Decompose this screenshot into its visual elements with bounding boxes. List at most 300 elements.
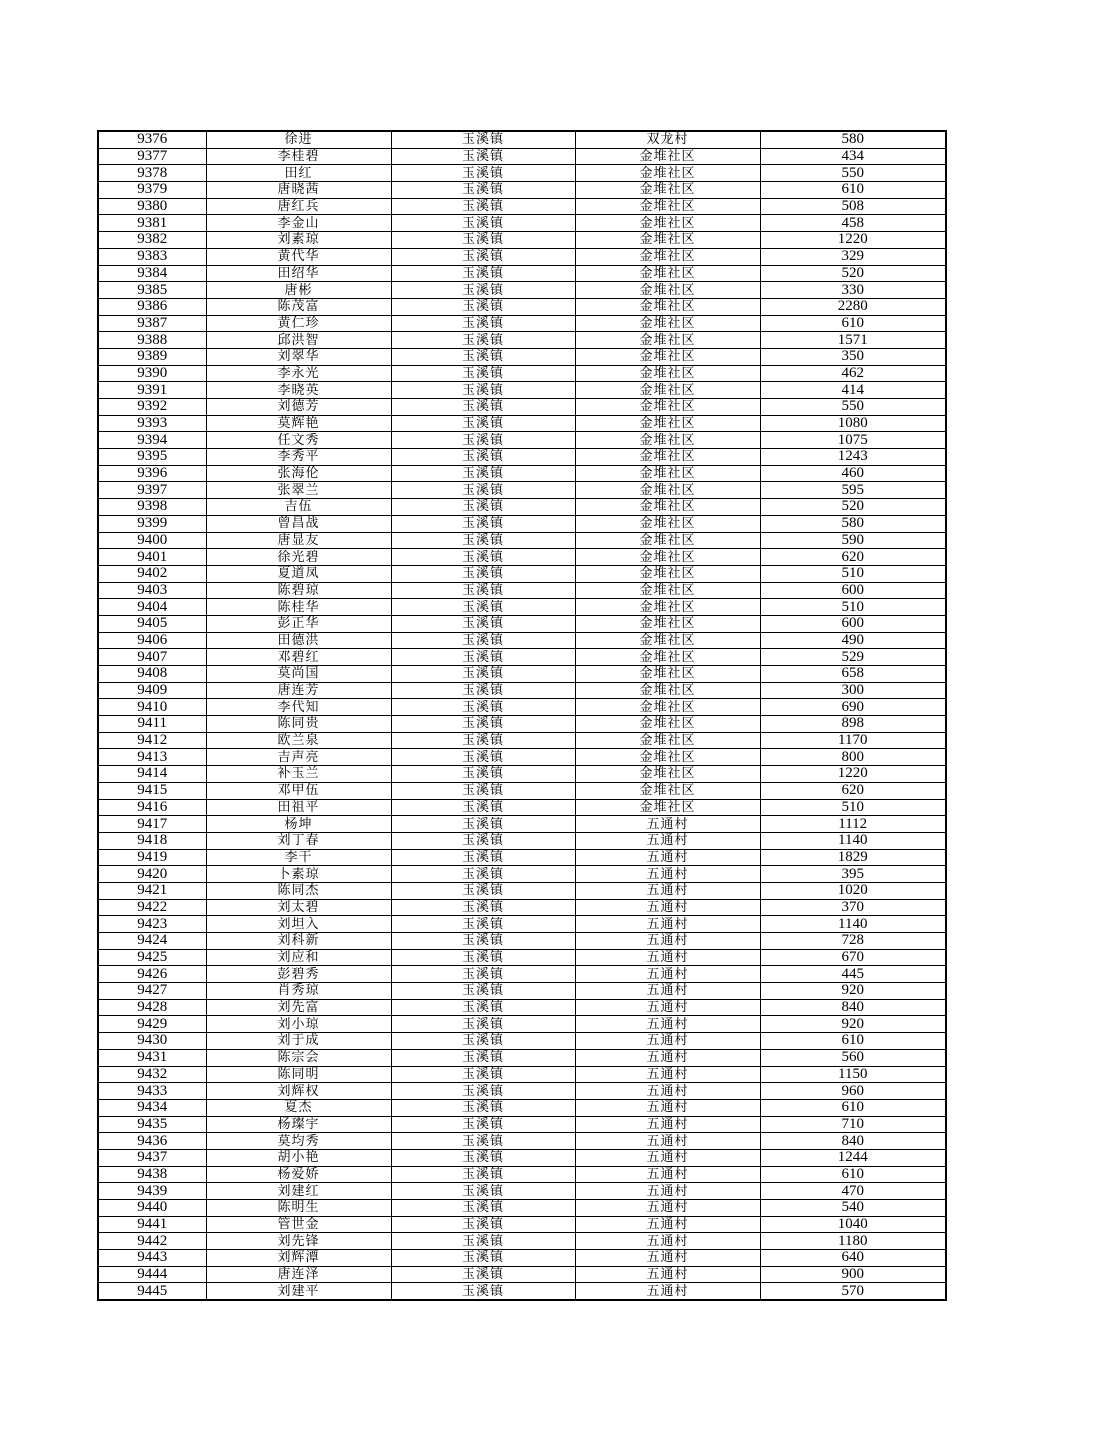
amount-cell: 898 (760, 716, 946, 733)
amount-cell: 1220 (760, 232, 946, 249)
town-cell: 玉溪镇 (391, 382, 575, 399)
village-cell: 金堆社区 (575, 766, 760, 783)
town-cell: 玉溪镇 (391, 449, 575, 466)
name-cell: 吉伍 (206, 499, 391, 516)
table-row (98, 365, 946, 382)
name-cell: 夏杰 (206, 1099, 391, 1116)
name-cell: 杨坤 (206, 816, 391, 833)
table-row (98, 198, 946, 215)
name-cell: 吉声亮 (206, 749, 391, 766)
amount-cell: 610 (760, 1166, 946, 1183)
town-cell: 玉溪镇 (391, 782, 575, 799)
table-row (98, 666, 946, 683)
amount-cell: 1075 (760, 432, 946, 449)
village-cell: 五通村 (575, 1049, 760, 1066)
table-row (98, 282, 946, 299)
name-cell: 张海伦 (206, 465, 391, 482)
table-row (98, 1216, 946, 1233)
row-id-cell: 9393 (98, 415, 206, 432)
amount-cell: 329 (760, 248, 946, 265)
village-cell: 金堆社区 (575, 215, 760, 232)
amount-cell: 595 (760, 482, 946, 499)
town-cell: 玉溪镇 (391, 465, 575, 482)
table-row (98, 799, 946, 816)
table-row (98, 849, 946, 866)
name-cell: 陈碧琼 (206, 582, 391, 599)
row-id-cell: 9398 (98, 499, 206, 516)
amount-cell: 1180 (760, 1233, 946, 1250)
table-row (98, 699, 946, 716)
name-cell: 刘辉潭 (206, 1250, 391, 1267)
row-id-cell: 9409 (98, 682, 206, 699)
village-cell: 五通村 (575, 949, 760, 966)
town-cell: 玉溪镇 (391, 532, 575, 549)
amount-cell: 580 (760, 515, 946, 532)
town-cell: 玉溪镇 (391, 232, 575, 249)
amount-cell: 710 (760, 1116, 946, 1133)
name-cell: 李金山 (206, 215, 391, 232)
town-cell: 玉溪镇 (391, 215, 575, 232)
town-cell: 玉溪镇 (391, 549, 575, 566)
row-id-cell: 9443 (98, 1250, 206, 1267)
row-id-cell: 9421 (98, 882, 206, 899)
table-row (98, 899, 946, 916)
town-cell: 玉溪镇 (391, 565, 575, 582)
town-cell: 玉溪镇 (391, 198, 575, 215)
table-row (98, 332, 946, 349)
town-cell: 玉溪镇 (391, 582, 575, 599)
village-cell: 五通村 (575, 999, 760, 1016)
table-row (98, 232, 946, 249)
amount-cell: 1170 (760, 732, 946, 749)
table-row (98, 949, 946, 966)
row-id-cell: 9420 (98, 866, 206, 883)
village-cell: 五通村 (575, 832, 760, 849)
row-id-cell: 9435 (98, 1116, 206, 1133)
village-cell: 双龙村 (575, 131, 760, 148)
village-cell: 金堆社区 (575, 282, 760, 299)
town-cell: 玉溪镇 (391, 1083, 575, 1100)
name-cell: 莫均秀 (206, 1133, 391, 1150)
name-cell: 夏道凤 (206, 565, 391, 582)
name-cell: 肖秀琼 (206, 983, 391, 1000)
row-id-cell: 9391 (98, 382, 206, 399)
table-row (98, 348, 946, 365)
table-row (98, 532, 946, 549)
row-id-cell: 9432 (98, 1066, 206, 1083)
town-cell: 玉溪镇 (391, 682, 575, 699)
row-id-cell: 9424 (98, 933, 206, 950)
amount-cell: 1829 (760, 849, 946, 866)
row-id-cell: 9419 (98, 849, 206, 866)
table-row (98, 1049, 946, 1066)
amount-cell: 2280 (760, 298, 946, 315)
town-cell: 玉溪镇 (391, 131, 575, 148)
row-id-cell: 9429 (98, 1016, 206, 1033)
town-cell: 玉溪镇 (391, 615, 575, 632)
name-cell: 卜素琼 (206, 866, 391, 883)
amount-cell: 658 (760, 666, 946, 683)
row-id-cell: 9434 (98, 1099, 206, 1116)
row-id-cell: 9416 (98, 799, 206, 816)
row-id-cell: 9417 (98, 816, 206, 833)
row-id-cell: 9440 (98, 1200, 206, 1217)
village-cell: 五通村 (575, 1283, 760, 1300)
name-cell: 刘建平 (206, 1283, 391, 1300)
table-row (98, 1099, 946, 1116)
name-cell: 刘先富 (206, 999, 391, 1016)
amount-cell: 690 (760, 699, 946, 716)
name-cell: 田祖平 (206, 799, 391, 816)
row-id-cell: 9380 (98, 198, 206, 215)
table-row (98, 1200, 946, 1217)
town-cell: 玉溪镇 (391, 632, 575, 649)
name-cell: 邓碧红 (206, 649, 391, 666)
town-cell: 玉溪镇 (391, 265, 575, 282)
table-row (98, 983, 946, 1000)
amount-cell: 920 (760, 1016, 946, 1033)
village-cell: 五通村 (575, 1266, 760, 1283)
table-row (98, 615, 946, 632)
row-id-cell: 9407 (98, 649, 206, 666)
row-id-cell: 9444 (98, 1266, 206, 1283)
town-cell: 玉溪镇 (391, 148, 575, 165)
town-cell: 玉溪镇 (391, 983, 575, 1000)
town-cell: 玉溪镇 (391, 399, 575, 416)
name-cell: 刘素琼 (206, 232, 391, 249)
name-cell: 刘小琼 (206, 1016, 391, 1033)
town-cell: 玉溪镇 (391, 649, 575, 666)
name-cell: 陈明生 (206, 1200, 391, 1217)
row-id-cell: 9433 (98, 1083, 206, 1100)
row-id-cell: 9426 (98, 966, 206, 983)
table-row (98, 315, 946, 332)
name-cell: 莫辉艳 (206, 415, 391, 432)
table-row (98, 933, 946, 950)
amount-cell: 1020 (760, 882, 946, 899)
row-id-cell: 9396 (98, 465, 206, 482)
data-table (97, 130, 947, 1301)
table-row (98, 749, 946, 766)
town-cell: 玉溪镇 (391, 1283, 575, 1300)
name-cell: 张翠兰 (206, 482, 391, 499)
name-cell: 田德洪 (206, 632, 391, 649)
name-cell: 陈同贵 (206, 716, 391, 733)
amount-cell: 510 (760, 565, 946, 582)
row-id-cell: 9436 (98, 1133, 206, 1150)
amount-cell: 445 (760, 966, 946, 983)
amount-cell: 458 (760, 215, 946, 232)
amount-cell: 620 (760, 549, 946, 566)
table-row (98, 499, 946, 516)
name-cell: 李干 (206, 849, 391, 866)
amount-cell: 510 (760, 599, 946, 616)
row-id-cell: 9408 (98, 666, 206, 683)
row-id-cell: 9382 (98, 232, 206, 249)
village-cell: 五通村 (575, 1233, 760, 1250)
row-id-cell: 9439 (98, 1183, 206, 1200)
table-row (98, 215, 946, 232)
row-id-cell: 9399 (98, 515, 206, 532)
table-row (98, 1033, 946, 1050)
row-id-cell: 9415 (98, 782, 206, 799)
village-cell: 金堆社区 (575, 432, 760, 449)
town-cell: 玉溪镇 (391, 1166, 575, 1183)
row-id-cell: 9427 (98, 983, 206, 1000)
name-cell: 陈茂富 (206, 298, 391, 315)
table-body (98, 131, 946, 1300)
village-cell: 五通村 (575, 849, 760, 866)
town-cell: 玉溪镇 (391, 1200, 575, 1217)
table-row (98, 1166, 946, 1183)
row-id-cell: 9402 (98, 565, 206, 582)
amount-cell: 350 (760, 348, 946, 365)
name-cell: 刘太碧 (206, 899, 391, 916)
amount-cell: 560 (760, 1049, 946, 1066)
town-cell: 玉溪镇 (391, 248, 575, 265)
village-cell: 五通村 (575, 916, 760, 933)
name-cell: 刘应和 (206, 949, 391, 966)
name-cell: 李代知 (206, 699, 391, 716)
town-cell: 玉溪镇 (391, 499, 575, 516)
table-row (98, 1083, 946, 1100)
amount-cell: 462 (760, 365, 946, 382)
name-cell: 杨璨宇 (206, 1116, 391, 1133)
town-cell: 玉溪镇 (391, 732, 575, 749)
name-cell: 唐晓茜 (206, 182, 391, 199)
village-cell: 金堆社区 (575, 182, 760, 199)
town-cell: 玉溪镇 (391, 899, 575, 916)
row-id-cell: 9395 (98, 449, 206, 466)
amount-cell: 395 (760, 866, 946, 883)
village-cell: 金堆社区 (575, 615, 760, 632)
row-id-cell: 9405 (98, 615, 206, 632)
row-id-cell: 9394 (98, 432, 206, 449)
amount-cell: 550 (760, 165, 946, 182)
row-id-cell: 9378 (98, 165, 206, 182)
name-cell: 陈宗会 (206, 1049, 391, 1066)
village-cell: 金堆社区 (575, 582, 760, 599)
town-cell: 玉溪镇 (391, 1149, 575, 1166)
table-row (98, 1233, 946, 1250)
name-cell: 杨爱娇 (206, 1166, 391, 1183)
town-cell: 玉溪镇 (391, 348, 575, 365)
village-cell: 金堆社区 (575, 666, 760, 683)
town-cell: 玉溪镇 (391, 816, 575, 833)
village-cell: 金堆社区 (575, 749, 760, 766)
village-cell: 五通村 (575, 933, 760, 950)
name-cell: 陈桂华 (206, 599, 391, 616)
amount-cell: 1150 (760, 1066, 946, 1083)
village-cell: 五通村 (575, 1083, 760, 1100)
table-row (98, 1133, 946, 1150)
town-cell: 玉溪镇 (391, 699, 575, 716)
amount-cell: 1040 (760, 1216, 946, 1233)
name-cell: 田绍华 (206, 265, 391, 282)
amount-cell: 470 (760, 1183, 946, 1200)
row-id-cell: 9397 (98, 482, 206, 499)
amount-cell: 840 (760, 999, 946, 1016)
table-row (98, 432, 946, 449)
town-cell: 玉溪镇 (391, 315, 575, 332)
town-cell: 玉溪镇 (391, 966, 575, 983)
amount-cell: 1571 (760, 332, 946, 349)
village-cell: 金堆社区 (575, 716, 760, 733)
name-cell: 曾昌战 (206, 515, 391, 532)
amount-cell: 520 (760, 265, 946, 282)
table-row (98, 682, 946, 699)
name-cell: 陈同明 (206, 1066, 391, 1083)
town-cell: 玉溪镇 (391, 716, 575, 733)
village-cell: 金堆社区 (575, 599, 760, 616)
row-id-cell: 9401 (98, 549, 206, 566)
table-row (98, 782, 946, 799)
table-row (98, 1250, 946, 1267)
village-cell: 金堆社区 (575, 365, 760, 382)
table-row (98, 515, 946, 532)
village-cell: 五通村 (575, 1099, 760, 1116)
amount-cell: 590 (760, 532, 946, 549)
table-row (98, 816, 946, 833)
amount-cell: 510 (760, 799, 946, 816)
village-cell: 金堆社区 (575, 649, 760, 666)
amount-cell: 490 (760, 632, 946, 649)
town-cell: 玉溪镇 (391, 1216, 575, 1233)
row-id-cell: 9441 (98, 1216, 206, 1233)
name-cell: 刘建红 (206, 1183, 391, 1200)
village-cell: 五通村 (575, 1133, 760, 1150)
table-row (98, 916, 946, 933)
name-cell: 邱洪智 (206, 332, 391, 349)
table-row (98, 399, 946, 416)
village-cell: 金堆社区 (575, 699, 760, 716)
town-cell: 玉溪镇 (391, 1233, 575, 1250)
row-id-cell: 9384 (98, 265, 206, 282)
table-row (98, 632, 946, 649)
table-row (98, 649, 946, 666)
amount-cell: 640 (760, 1250, 946, 1267)
name-cell: 李秀平 (206, 449, 391, 466)
name-cell: 唐显友 (206, 532, 391, 549)
name-cell: 李永光 (206, 365, 391, 382)
amount-cell: 800 (760, 749, 946, 766)
table-row (98, 549, 946, 566)
row-id-cell: 9413 (98, 749, 206, 766)
name-cell: 彭碧秀 (206, 966, 391, 983)
table-row (98, 265, 946, 282)
village-cell: 五通村 (575, 882, 760, 899)
table-row (98, 732, 946, 749)
village-cell: 金堆社区 (575, 348, 760, 365)
amount-cell: 414 (760, 382, 946, 399)
town-cell: 玉溪镇 (391, 916, 575, 933)
name-cell: 徐进 (206, 131, 391, 148)
amount-cell: 434 (760, 148, 946, 165)
village-cell: 五通村 (575, 966, 760, 983)
table-row (98, 415, 946, 432)
row-id-cell: 9428 (98, 999, 206, 1016)
town-cell: 玉溪镇 (391, 849, 575, 866)
amount-cell: 610 (760, 1099, 946, 1116)
table-row (98, 766, 946, 783)
village-cell: 金堆社区 (575, 732, 760, 749)
table-row (98, 1116, 946, 1133)
amount-cell: 900 (760, 1266, 946, 1283)
amount-cell: 600 (760, 615, 946, 632)
name-cell: 徐光碧 (206, 549, 391, 566)
amount-cell: 600 (760, 582, 946, 599)
table-row (98, 382, 946, 399)
row-id-cell: 9406 (98, 632, 206, 649)
town-cell: 玉溪镇 (391, 832, 575, 849)
row-id-cell: 9376 (98, 131, 206, 148)
row-id-cell: 9445 (98, 1283, 206, 1300)
amount-cell: 610 (760, 315, 946, 332)
town-cell: 玉溪镇 (391, 882, 575, 899)
table-row (98, 248, 946, 265)
town-cell: 玉溪镇 (391, 1250, 575, 1267)
row-id-cell: 9412 (98, 732, 206, 749)
row-id-cell: 9411 (98, 716, 206, 733)
village-cell: 五通村 (575, 1116, 760, 1133)
village-cell: 五通村 (575, 1166, 760, 1183)
table-row (98, 165, 946, 182)
name-cell: 胡小艳 (206, 1149, 391, 1166)
table-row (98, 599, 946, 616)
table-row (98, 148, 946, 165)
table-row (98, 966, 946, 983)
amount-cell: 1244 (760, 1149, 946, 1166)
village-cell: 金堆社区 (575, 332, 760, 349)
table-row (98, 182, 946, 199)
town-cell: 玉溪镇 (391, 182, 575, 199)
name-cell: 李桂碧 (206, 148, 391, 165)
village-cell: 金堆社区 (575, 482, 760, 499)
amount-cell: 620 (760, 782, 946, 799)
amount-cell: 580 (760, 131, 946, 148)
row-id-cell: 9386 (98, 298, 206, 315)
village-cell: 五通村 (575, 1033, 760, 1050)
row-id-cell: 9385 (98, 282, 206, 299)
village-cell: 五通村 (575, 899, 760, 916)
table-row (98, 999, 946, 1016)
table-row (98, 1016, 946, 1033)
table-row (98, 465, 946, 482)
table-row (98, 882, 946, 899)
name-cell: 欧兰泉 (206, 732, 391, 749)
name-cell: 刘德芳 (206, 399, 391, 416)
town-cell: 玉溪镇 (391, 1066, 575, 1083)
village-cell: 金堆社区 (575, 532, 760, 549)
amount-cell: 960 (760, 1083, 946, 1100)
village-cell: 金堆社区 (575, 499, 760, 516)
village-cell: 金堆社区 (575, 682, 760, 699)
village-cell: 五通村 (575, 1216, 760, 1233)
town-cell: 玉溪镇 (391, 1099, 575, 1116)
village-cell: 金堆社区 (575, 232, 760, 249)
row-id-cell: 9383 (98, 248, 206, 265)
village-cell: 金堆社区 (575, 148, 760, 165)
town-cell: 玉溪镇 (391, 666, 575, 683)
row-id-cell: 9442 (98, 1233, 206, 1250)
row-id-cell: 9379 (98, 182, 206, 199)
village-cell: 金堆社区 (575, 632, 760, 649)
amount-cell: 550 (760, 399, 946, 416)
town-cell: 玉溪镇 (391, 1266, 575, 1283)
amount-cell: 610 (760, 1033, 946, 1050)
row-id-cell: 9414 (98, 766, 206, 783)
village-cell: 金堆社区 (575, 382, 760, 399)
